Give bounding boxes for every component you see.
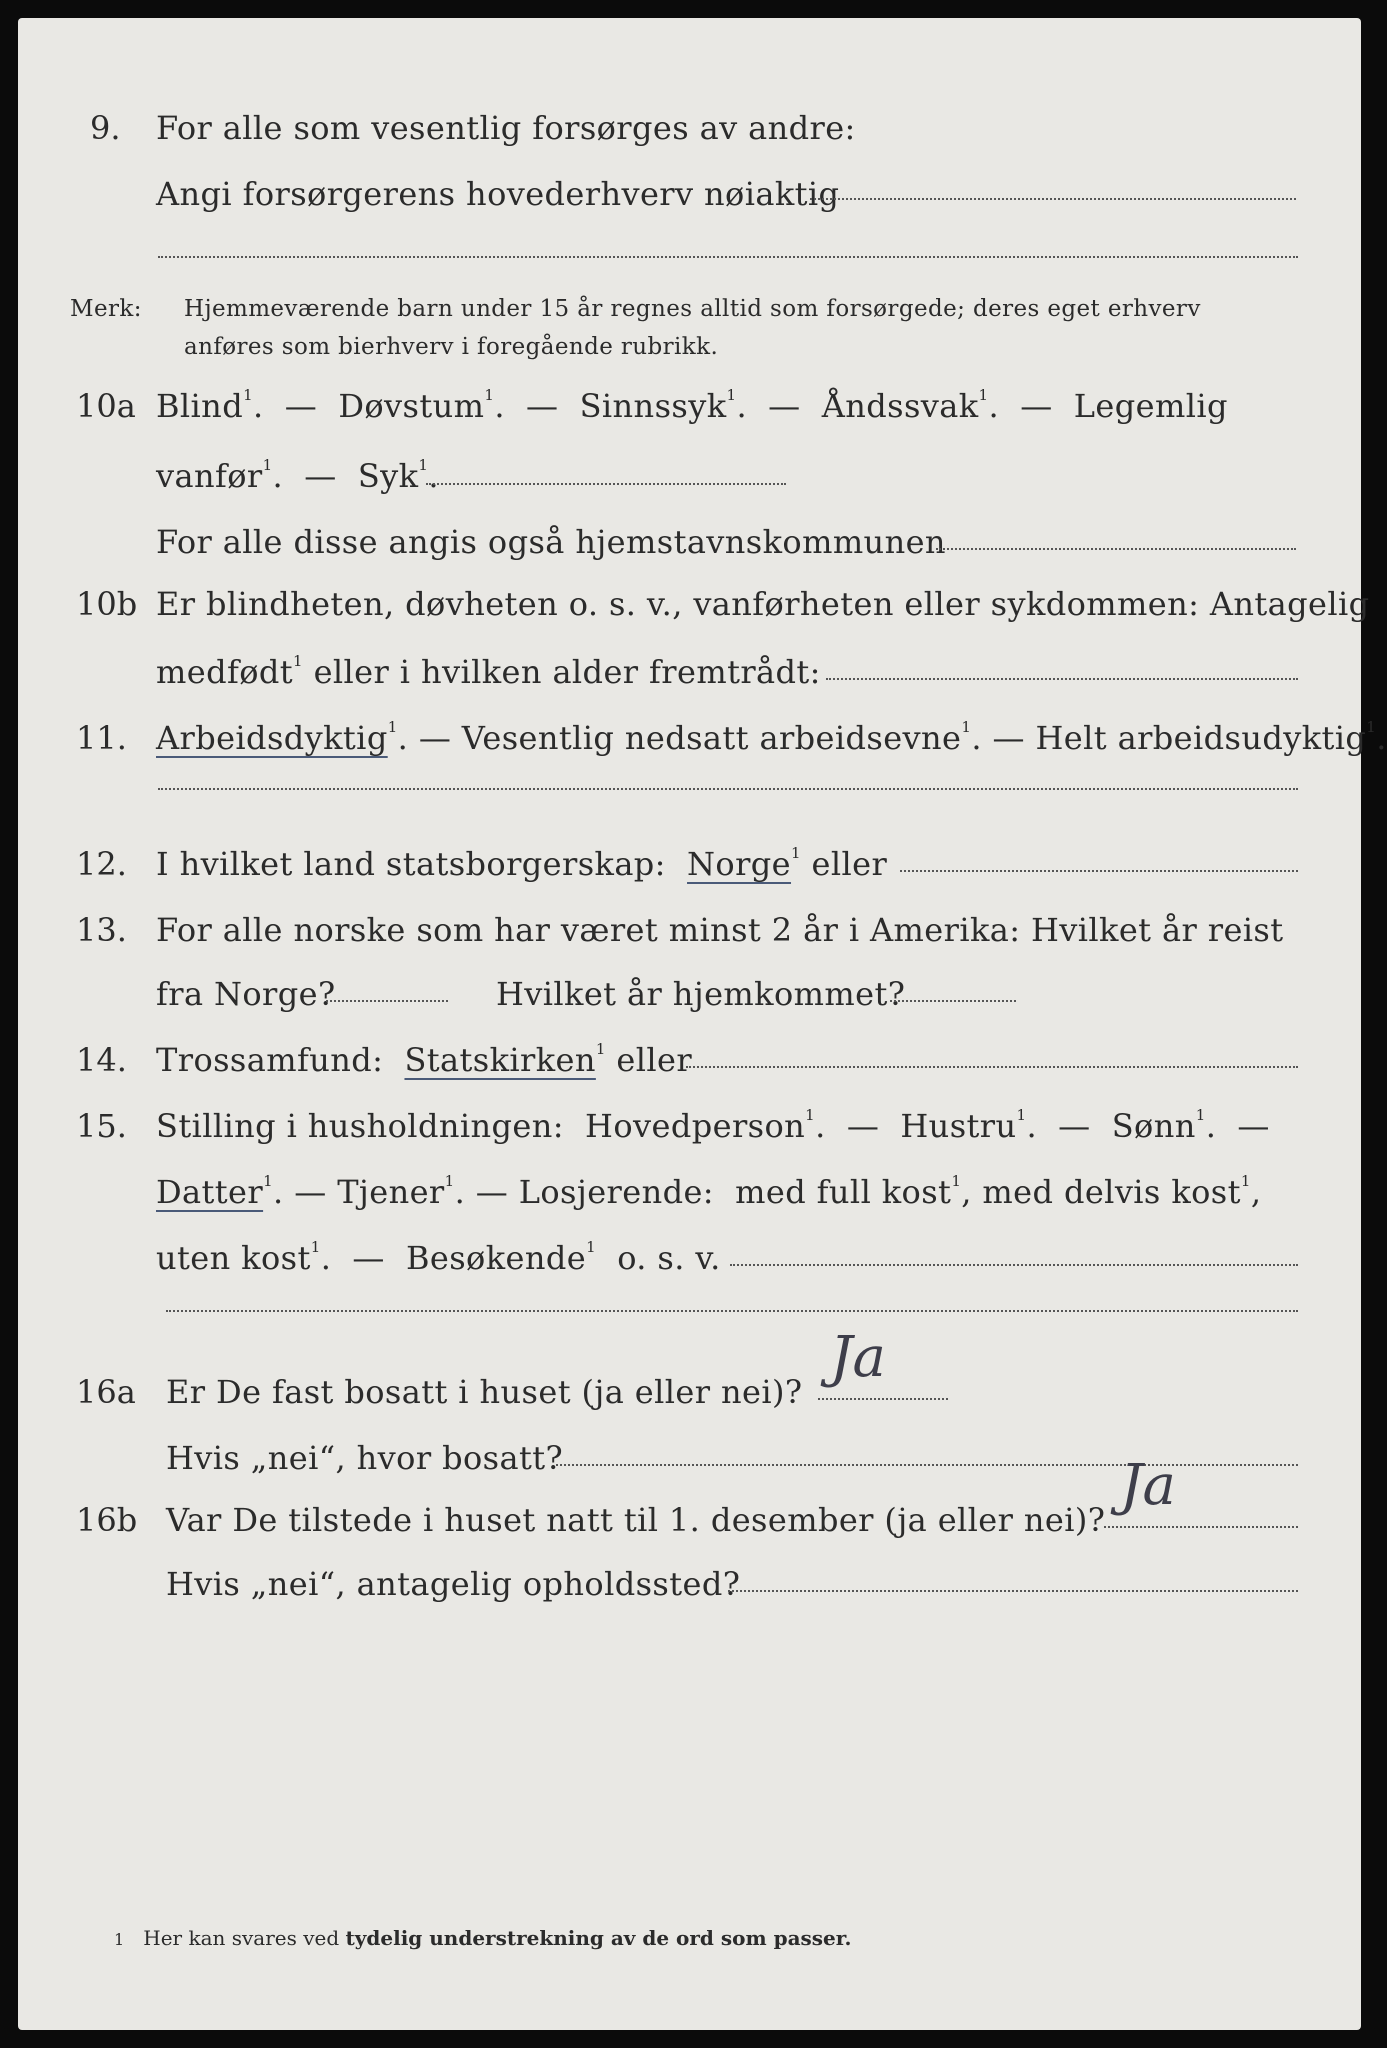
q10a-vanfor: vanfør [156,457,263,495]
q16a-number: 16a [76,1373,136,1411]
q9-number: 9. [90,109,121,147]
census-form-page [18,18,1387,2030]
q14-statskirken-selected[interactable]: Statskirken [404,1041,596,1079]
q10b-answer-line[interactable] [826,678,1298,680]
q14-answer-line[interactable] [686,1066,1298,1068]
q10a-number: 10a [76,387,136,425]
q16b-opholdssted-line[interactable] [728,1590,1298,1592]
q14-line: Trossamfund: Statskirken$^1$ eller [156,1040,693,1079]
q9-answer-line[interactable] [810,198,1296,200]
q15-line1: Stilling i husholdningen: Hovedperson$^1$. — Hustru$^1$. — Sønn$^1$. — [156,1106,1270,1145]
q11-line: Arbeidsdyktig$^1$. — Vesentlig nedsatt arbeidsevne$^1$. — Helt arbeidsudyktig$^1$. [156,718,1387,757]
q12-norge-selected[interactable]: Norge [687,845,792,883]
q9-line1: For alle som vesentlig forsørges av andre: [156,109,856,147]
q12-number: 12. [76,845,127,883]
q15-answer-line[interactable] [730,1264,1298,1266]
q10a-syk: Syk [357,457,419,495]
q16b-number: 16b [76,1501,138,1539]
merk-line2: anføres som bierhverv i foregående rubrikk. [184,334,719,360]
merk-line1: Hjemmeværende barn under 15 år regnes alltid som forsørgede; deres eget erhverv [184,296,1201,322]
q11-arbeidsdyktig-selected[interactable]: Arbeidsdyktig [156,719,388,757]
q16a-handwritten-answer: Ja [830,1325,886,1390]
q16a-line2: Hvis „nei“, hvor bosatt? [166,1439,564,1477]
q15-extra-line[interactable] [166,1310,1298,1312]
q10a-legemlig: Legemlig [1073,387,1228,425]
q10a-andssvak: Åndssvak [821,387,979,425]
q10a-kommune-line[interactable] [936,548,1296,550]
q9-line2: Angi forsørgerens hovederhverv nøiaktig [156,175,840,213]
q9-extra-line[interactable] [158,256,1298,258]
q15-datter-selected[interactable]: Datter [156,1173,264,1211]
q10b-number: 10b [76,585,138,623]
q16b-line1: Var De tilstede i huset natt til 1. desember (ja eller nei)? [166,1501,1106,1539]
q10b-line1: Er blindheten, døvheten o. s. v., vanførheten eller sykdommen: Antagelig [156,585,1370,623]
q10b-line2: medfødt$^1$ eller i hvilken alder fremtrådt: [156,652,821,691]
q16a-answer-line[interactable] [818,1398,948,1400]
q13-number: 13. [76,911,127,949]
q15-number: 15. [76,1107,127,1145]
q10a-line2: vanfør$^1$. — Syk$^1$. [156,456,439,495]
q14-number: 14. [76,1041,127,1079]
q16a-line1: Er De fast bosatt i huset (ja eller nei)? [166,1373,803,1411]
q16b-answer-line[interactable] [1104,1526,1298,1528]
q10a-line3: For alle disse angis også hjemstavnskommunen [156,523,946,561]
q16b-line2: Hvis „nei“, antagelig opholdssted? [166,1565,741,1603]
q16b-handwritten-answer: Ja [1120,1453,1176,1518]
q10a-dovstum: Døvstum [338,387,485,425]
q12-answer-line[interactable] [900,870,1298,872]
q11-number: 11. [76,719,127,757]
q11-extra-line[interactable] [158,788,1298,790]
q13-reist-line[interactable] [326,1000,448,1002]
q10a-line1: Blind$^1$. — Døvstum$^1$. — Sinnssyk$^1$. — Åndssvak$^1$. — Legemlig [156,386,1228,425]
q13-line1: For alle norske som har været minst 2 år i Amerika: Hvilket år reist [156,911,1284,949]
q13-line2a: fra Norge? [156,975,336,1013]
q12-line: I hvilket land statsborgerskap: Norge$^1$ eller [156,844,888,883]
q13-hjemkommet-line[interactable] [890,1000,1016,1002]
q10a-blind: Blind [156,387,244,425]
q16a-bosatt-line[interactable] [556,1464,1298,1466]
q10a-syk-line[interactable] [426,483,786,485]
q15-line3: uten kost$^1$. — Besøkende$^1$ o. s. v. [156,1238,721,1277]
footnote: 1 Her kan svares ved tydelig understrekning av de ord som passer. [114,1926,852,1950]
q10a-sinnssyk: Sinnssyk [579,387,727,425]
merk-label: Merk: [70,296,142,322]
q13-line2b: Hvilket år hjemkommet? [496,975,906,1013]
q15-line2: Datter$^1$. — Tjener$^1$. — Losjerende: med full kost$^1$, med delvis kost$^1$, [156,1172,1262,1211]
